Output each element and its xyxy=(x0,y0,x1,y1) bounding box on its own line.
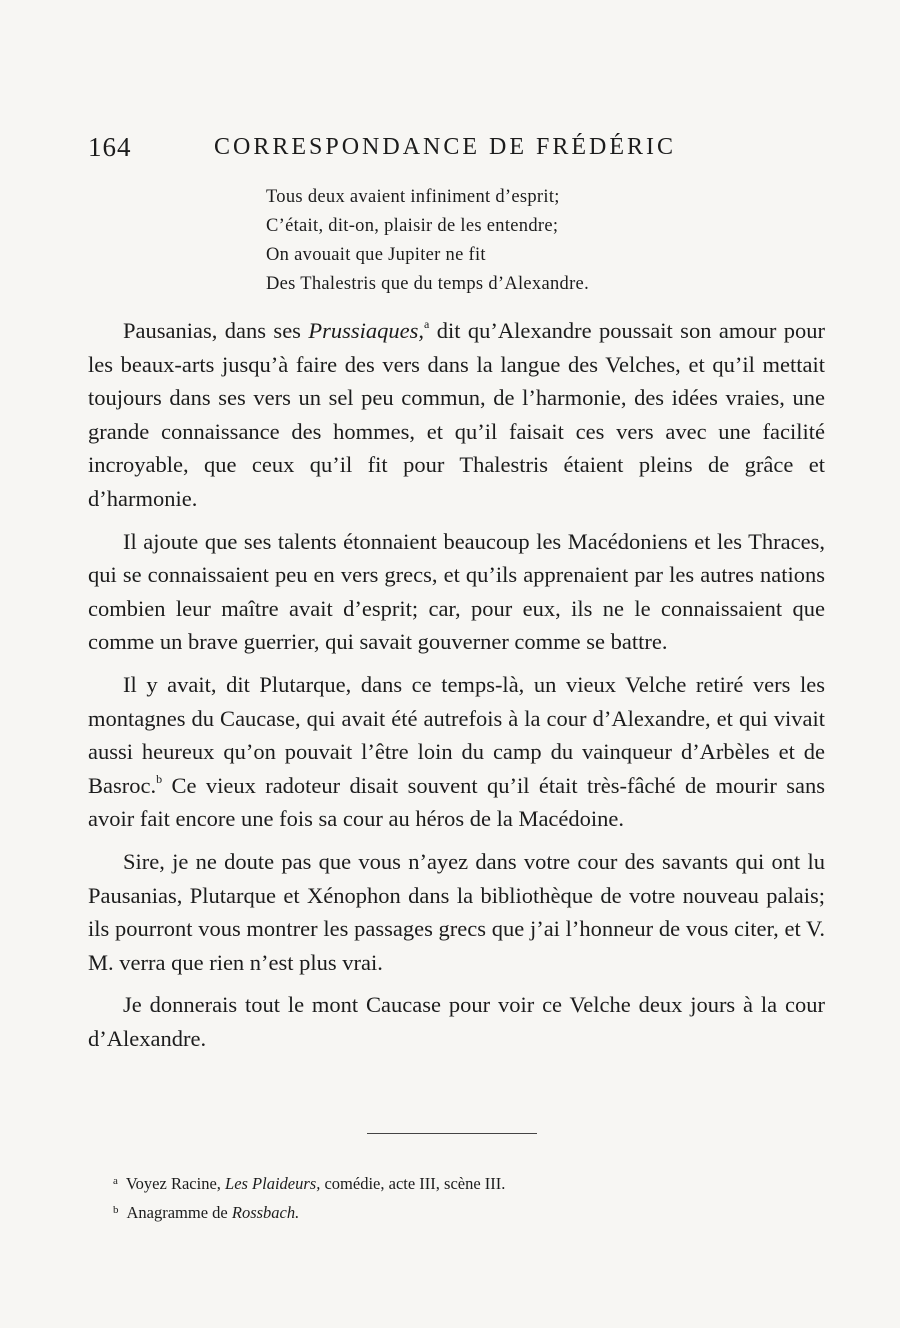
footnotes xyxy=(113,1168,813,1226)
verse-line: Tous deux avaient infiniment d’esprit; xyxy=(266,187,560,207)
footnote-ref-b[interactable]: b xyxy=(156,771,163,786)
verse-line: Des Thalestris que du temps d’Alexandre. xyxy=(266,274,589,294)
page-header xyxy=(88,132,828,168)
paragraph-caucase: Je donnerais tout le mont Caucase pour voir ce Velche deux jours à la cour d’Alexandre. xyxy=(88,992,825,1051)
letter-body xyxy=(88,314,825,1055)
footnote-ref-a[interactable]: a xyxy=(424,317,430,331)
paragraph-text: dit qu’Alexandre poussait son amour pour les beaux-arts jusqu’à faire des vers dans la langue des Velches, et qu’il mettait toujours dans ses vers un sel peu commun, de l’harmonie, des idées vraies, une grande connaissance des hommes, et qu’il faisait ces vers avec une facilité incroyable, que ceux qu’il fit pour Thalestris étaient pleins de grâce et d’harmonie. xyxy=(88,318,825,511)
paragraph-text: Ce vieux radoteur disait souvent qu’il était très-fâché de mourir sans avoir fait encore une fois sa cour au héros de la Macédoine. xyxy=(88,772,825,832)
verse-line: On avouait que Jupiter ne fit xyxy=(266,245,486,265)
footnote-separator xyxy=(367,1133,537,1134)
paragraph-sire: Sire, je ne doute pas que vous n’ayez dans votre cour des savants qui ont lu Pausanias, Plutarque et Xénophon dans la bibliothèque de votre nouveau palais; ils pourront vous montrer les passages grecs que j’ai l’honneur de vous citer, et V. M. verra que rien n’est plus vrai. xyxy=(88,848,825,975)
footnote-text: comédie, acte III, scène III. xyxy=(320,1174,506,1193)
page-number: 164 xyxy=(88,132,132,162)
book-title-italic: Prussiaques, xyxy=(308,318,424,343)
footnote-a xyxy=(113,1168,813,1197)
verse-line: C’était, dit-on, plaisir de les entendre; xyxy=(266,216,559,236)
verse-quotation xyxy=(266,183,786,299)
running-head: CORRESPONDANCE DE FRÉDÉRIC xyxy=(214,134,677,160)
paragraph-text: Il y avait, dit Plutarque, dans ce temps-là, un vieux Velche retiré vers les montagnes du Caucase, qui avait été autrefois à la cour d’Alexandre, et qui vivait aussi heureux qu’on pouvait l’être loin du camp du vainqueur d’Arbèles et de Basroc. xyxy=(88,671,825,798)
paragraph-plutarque xyxy=(88,668,825,836)
footnote-italic: Les Plaideurs, xyxy=(225,1174,321,1193)
footnote-mark: b xyxy=(113,1204,119,1216)
paragraph-pausanias xyxy=(88,314,825,516)
paragraph-talents: Il ajoute que ses talents étonnaient beaucoup les Macédoniens et les Thraces, qui se connaissaient peu en vers grecs, et qu’ils apprenaient par les autres nations combien leur maître avait d’esprit; car, pour eux, ils ne le connaissaient que comme un brave guerrier, qui savait gouverner comme se battre. xyxy=(88,528,825,655)
footnote-mark: a xyxy=(113,1175,118,1187)
footnote-italic: Rossbach. xyxy=(231,1203,300,1222)
footnote-text: Voyez Racine, xyxy=(125,1174,226,1193)
footnote-b xyxy=(113,1197,813,1226)
paragraph-text: Pausanias, dans ses xyxy=(123,318,309,343)
footnote-text: Anagramme de xyxy=(126,1203,232,1222)
